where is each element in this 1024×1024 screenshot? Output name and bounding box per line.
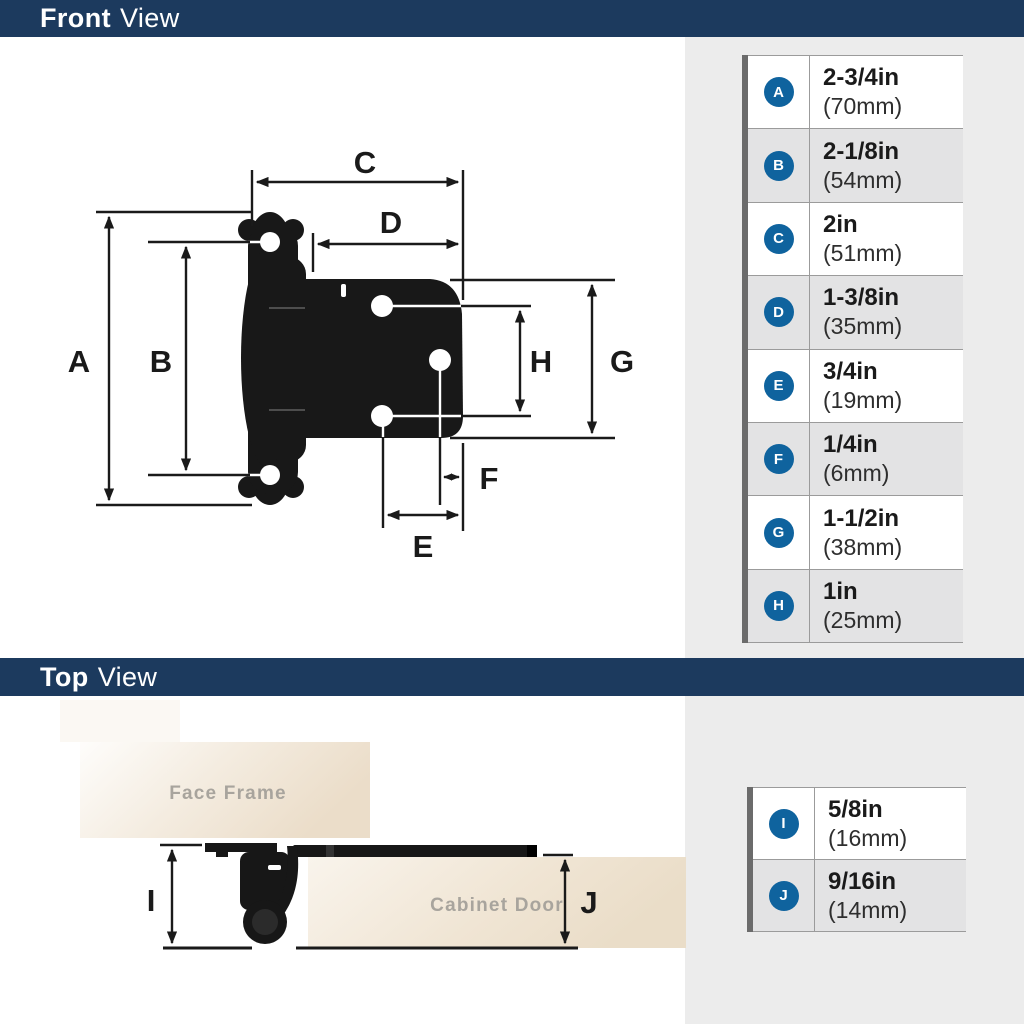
badge-cell	[748, 203, 810, 275]
front-view-header	[0, 0, 1024, 37]
top-view-title-regular: View	[97, 661, 158, 692]
value-cell	[810, 203, 902, 275]
value-cell	[810, 570, 902, 642]
value-metric: (35mm)	[823, 313, 903, 340]
badge-cell	[753, 860, 815, 931]
top-dimension-table	[747, 787, 966, 932]
front-view-title-bold: Front	[40, 3, 111, 33]
value-metric: (16mm)	[828, 824, 908, 851]
table-row-g	[748, 496, 963, 569]
table-row-e	[748, 350, 963, 423]
front-view-title-regular: View	[119, 3, 180, 33]
value-cell	[810, 56, 902, 128]
dimension-badge-b: B	[764, 151, 794, 181]
top-view-title-bold: Top	[40, 661, 89, 692]
table-row-d	[748, 276, 963, 349]
value-cell	[810, 129, 902, 201]
value-metric: (54mm)	[823, 166, 903, 193]
top-label-i: I	[146, 883, 156, 918]
value-inches: 2in	[823, 210, 858, 238]
value-metric: (14mm)	[828, 896, 908, 923]
table-row-a	[748, 56, 963, 129]
table-row-b	[748, 129, 963, 202]
table-row-j	[753, 860, 966, 932]
face-frame-label: Face Frame	[169, 783, 287, 804]
value-inches: 5/8in	[828, 795, 883, 823]
dimension-badge-f: F	[764, 444, 794, 474]
top-view-header	[0, 658, 1024, 696]
dimension-badge-a: A	[764, 77, 794, 107]
value-metric: (51mm)	[823, 239, 903, 266]
value-cell	[810, 423, 889, 495]
value-inches: 3/4in	[823, 357, 878, 385]
dimension-badge-d: D	[764, 297, 794, 327]
dimension-badge-g: G	[764, 518, 794, 548]
badge-cell	[748, 129, 810, 201]
table-rows	[753, 787, 966, 932]
front-label-g: G	[609, 344, 635, 379]
badge-cell	[748, 56, 810, 128]
badge-cell	[748, 423, 810, 495]
table-row-f	[748, 423, 963, 496]
front-label-f: F	[479, 461, 499, 496]
badge-cell	[748, 276, 810, 348]
dimension-badge-h: H	[764, 591, 794, 621]
front-label-b: B	[149, 344, 173, 379]
front-label-a: A	[67, 344, 91, 379]
value-metric: (38mm)	[823, 533, 903, 560]
value-metric: (19mm)	[823, 386, 903, 413]
value-inches: 1-3/8in	[823, 284, 900, 312]
value-cell	[810, 496, 902, 568]
value-metric: (70mm)	[823, 93, 903, 120]
cabinet-door-label: Cabinet Door	[430, 895, 564, 916]
dimension-badge-c: C	[764, 224, 794, 254]
front-label-e: E	[412, 529, 434, 564]
value-inches: 9/16in	[828, 867, 897, 895]
dimension-badge-e: E	[764, 371, 794, 401]
front-view-diagram	[0, 37, 690, 658]
top-label-j: J	[580, 885, 598, 920]
value-cell	[815, 788, 907, 859]
value-inches: 2-3/4in	[823, 64, 900, 92]
value-cell	[810, 276, 902, 348]
value-metric: (25mm)	[823, 606, 903, 633]
table-row-i	[753, 788, 966, 860]
table-row-c	[748, 203, 963, 276]
badge-cell	[753, 788, 815, 859]
front-dimension-table	[742, 55, 963, 643]
badge-cell	[748, 350, 810, 422]
badge-cell	[748, 570, 810, 642]
badge-cell	[748, 496, 810, 568]
top-view-diagram	[0, 697, 690, 1024]
value-inches: 1in	[823, 577, 858, 605]
front-label-h: H	[529, 344, 553, 379]
value-inches: 1/4in	[823, 431, 878, 459]
backdrop-highlight	[60, 700, 180, 742]
dimension-badge-j: J	[769, 881, 799, 911]
front-label-d: D	[379, 205, 403, 240]
value-metric: (6mm)	[823, 460, 890, 487]
value-cell	[815, 860, 907, 931]
value-inches: 1-1/2in	[823, 504, 900, 532]
table-rows	[748, 55, 963, 643]
front-label-c: C	[353, 145, 377, 180]
dimension-badge-i: I	[769, 809, 799, 839]
table-row-h	[748, 570, 963, 643]
value-inches: 2-1/8in	[823, 137, 900, 165]
value-cell	[810, 350, 902, 422]
